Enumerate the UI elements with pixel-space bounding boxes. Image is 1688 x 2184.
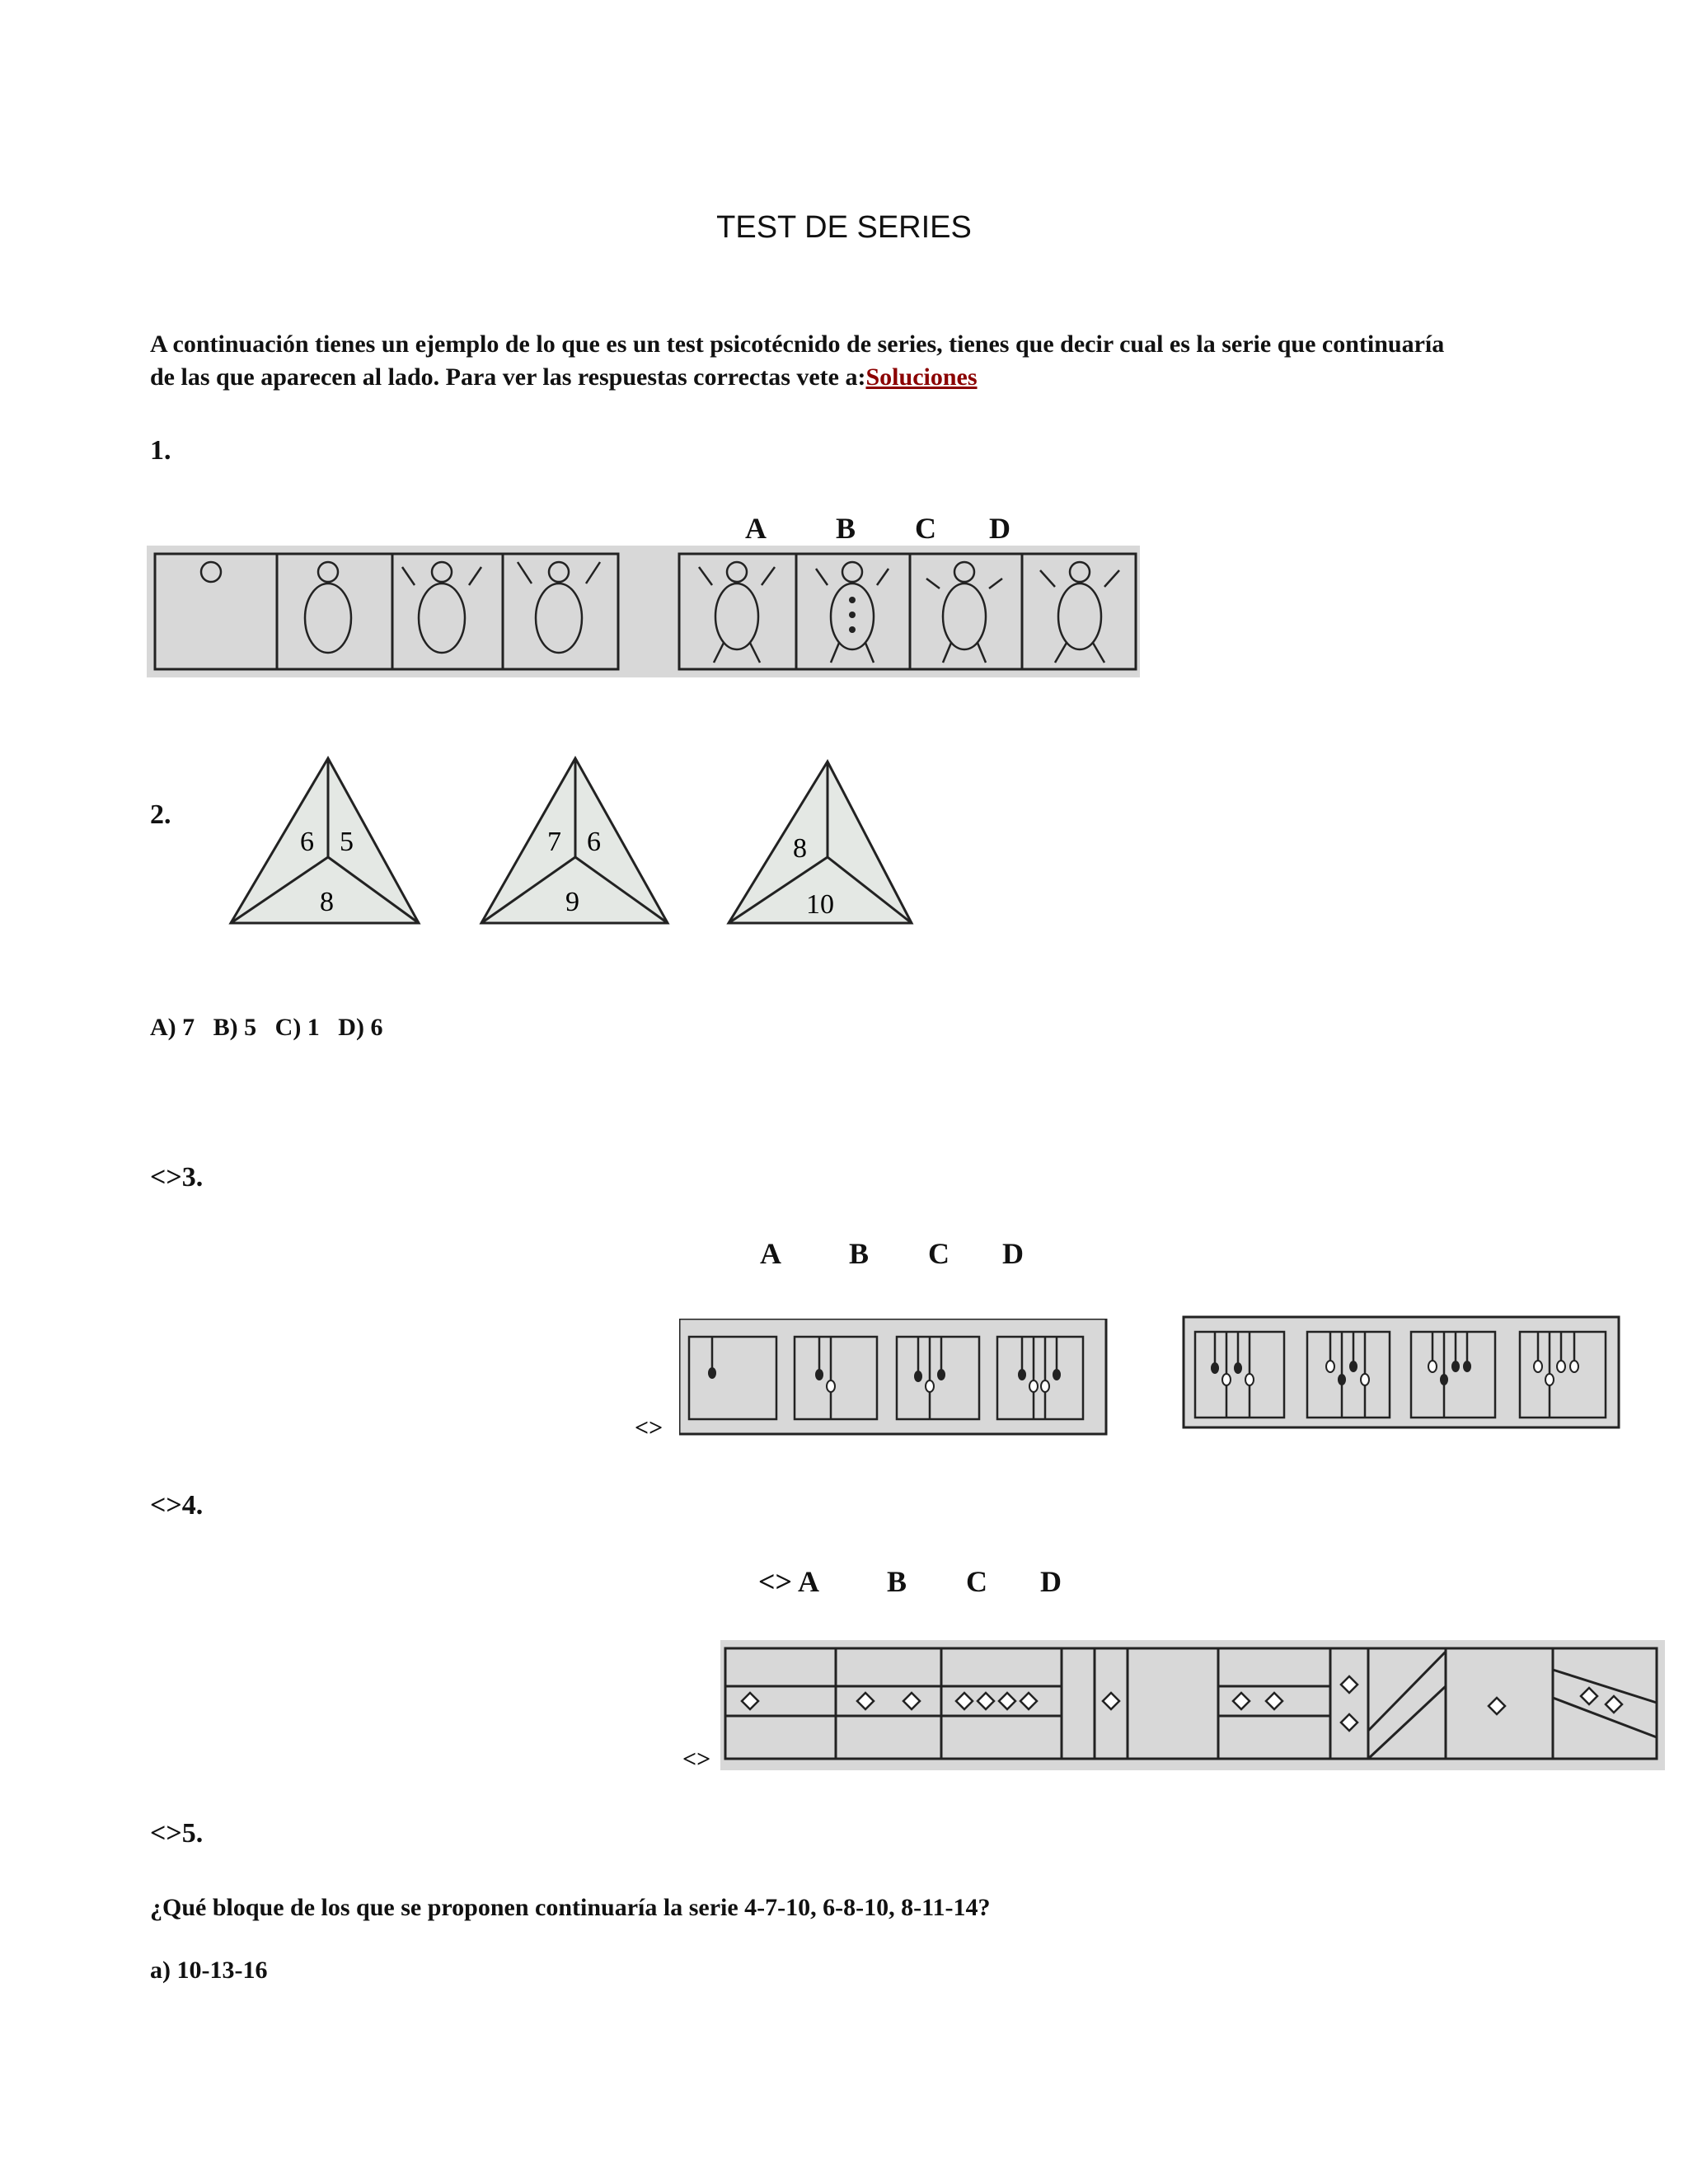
question-4-marker: <> xyxy=(682,1746,711,1773)
q1-option-a: A xyxy=(745,512,767,545)
solutions-link[interactable]: Soluciones xyxy=(865,363,978,391)
question-3-answer-strip xyxy=(1182,1315,1622,1431)
question-4-series-strip xyxy=(720,1640,1665,1770)
question-3-options xyxy=(0,1236,1688,1272)
question-2-triangles xyxy=(223,752,931,935)
q1-option-b: B xyxy=(836,512,856,545)
triangle-3-left: 8 xyxy=(793,833,807,864)
triangle-3-bottom: 10 xyxy=(806,889,834,920)
question-1-options xyxy=(0,511,1688,547)
q4-option-c: C xyxy=(966,1565,987,1598)
question-1-figure-strip xyxy=(147,546,1140,677)
triangle-1-right: 5 xyxy=(340,827,354,857)
triangle-2 xyxy=(481,758,668,923)
question-5-number: <>5. xyxy=(150,1818,204,1849)
question-3-series-strip xyxy=(679,1319,1108,1436)
q4-options-prefix: <> xyxy=(758,1565,793,1598)
q4-option-a: A xyxy=(798,1565,819,1598)
question-5-answer-a: a) 10-13-16 xyxy=(150,1957,268,1984)
q1-option-d: D xyxy=(989,512,1010,545)
q4-option-b: B xyxy=(887,1565,907,1598)
question-3-marker: <> xyxy=(635,1414,663,1441)
intro-paragraph xyxy=(150,328,1469,394)
triangle-2-right: 6 xyxy=(587,827,601,857)
q3-option-c: C xyxy=(928,1237,950,1270)
intro-text: A continuación tienes un ejemplo de lo que es un test psicotécnido de series, tienes que decir cual es la serie que continuaría de las que aparecen al lado. Para ver las respuestas correctas vete a: xyxy=(150,330,1445,391)
q3-option-d: D xyxy=(1002,1237,1024,1270)
triangle-1 xyxy=(231,758,419,923)
q1-option-c: C xyxy=(915,512,936,545)
question-4-number: <>4. xyxy=(150,1490,204,1521)
question-5-text: ¿Qué bloque de los que se proponen continuaría la serie 4-7-10, 6-8-10, 8-11-14? xyxy=(150,1894,991,1921)
triangle-1-bottom: 8 xyxy=(320,887,334,917)
question-1-number: 1. xyxy=(150,435,171,466)
triangle-1-left: 6 xyxy=(300,827,314,857)
triangle-2-left: 7 xyxy=(547,827,561,857)
question-3-number: <>3. xyxy=(150,1162,204,1193)
q3-option-b: B xyxy=(849,1237,870,1270)
question-2-answers: A) 7 B) 5 C) 1 D) 6 xyxy=(150,1014,383,1041)
question-4-options xyxy=(0,1564,1688,1601)
page-title: TEST DE SERIES xyxy=(716,210,972,245)
triangle-3 xyxy=(729,762,912,923)
q3-option-a: A xyxy=(760,1237,781,1270)
question-2-number: 2. xyxy=(150,799,171,830)
triangle-2-bottom: 9 xyxy=(565,887,579,917)
q4-option-d: D xyxy=(1040,1565,1062,1598)
